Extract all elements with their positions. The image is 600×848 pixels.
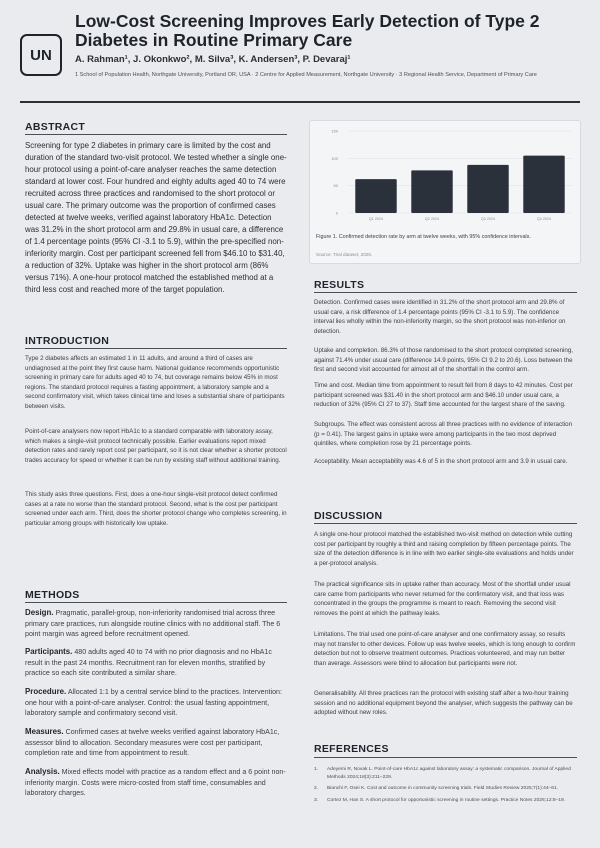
y-tick-label: 100 [331,155,338,161]
introduction-rule [25,348,287,349]
methods-procedure [25,687,287,719]
methods-rule [25,602,287,603]
figure-caption: Figure 1. Confirmed detection rate by arm at twelve weeks, with 95% confidence intervals. [316,234,531,240]
discussion-paragraph-1: A single one-hour protocol matched the established two-visit method on detection while cutting cost per participant by roughly a third and raising completion by fifteen percentage points. The size of the detection difference is in line with two earlier single-site evaluations and holds under a per-protocol analysis. [314,531,574,567]
figure-card [309,120,581,264]
reference-text: Adeyemi R, Novak L. Point-of-care HbA1c against laboratory assay: a systematic comparison. Journal of Applied Methods 2024;18(3):211–229. [327,767,571,780]
methods-design [25,608,287,640]
figure-source: Source: Trial dataset, 2026. [316,252,373,257]
reference-list [314,766,577,808]
bar [355,179,396,213]
x-tick-label: Q2 2024 [424,217,440,221]
methods-design-label: Design. [25,608,54,617]
reference-number: 2. [314,786,319,792]
y-tick-label: 0 [335,210,338,216]
header-divider [20,101,580,103]
institution-logo: UN [20,34,62,76]
reference-number: 3. [314,797,319,803]
author-list: A. Rahman¹, J. Okonkwo², M. Silva³, K. Andersen³, P. Devaraj¹ [75,54,351,65]
reference-number: 1. [314,767,319,772]
results-subgroups: Subgroups. The effect was consistent across all three practices with no evidence of interaction (p = 0.41). The largest gains in uptake were among participants in the two most deprived quintiles, where completion rose by 21 percentage points. [314,421,573,448]
discussion-paragraph-2: The practical significance sits in uptake rather than accuracy. Most of the shortfall under usual care came from participants who never returned for the confirmatory visit, and that loss was concentrated in the groups the programme is meant to reach. Removing the second visit removes the point at which the pathway leaks. [314,581,571,617]
methods-procedure-label: Procedure. [25,687,67,696]
y-tick-label: 50 [333,183,338,189]
results-acceptability: Acceptability. Mean acceptability was 4.6 of 5 in the short protocol arm and 3.9 in usual care. [314,458,568,465]
methods-participants-label: Participants. [25,647,73,656]
methods-measures-label: Measures. [25,727,64,736]
discussion-limitations: Limitations. The trial used one point-of-care analyser and one confirmatory assay, so results may not transfer to other devices. Follow up was twelve weeks, which is long enough to confirm detection but not to observe treatment outcomes. Practices volunteered, and may run better than average. Assessors were blind to allocation but participants were not. [314,631,576,667]
methods-participants [25,647,287,679]
reference-item [314,797,577,805]
detection-bar-chart [310,121,582,231]
abstract-text: Screening for type 2 diabetes in primary care is limited by the cost and duration of the standard two-visit protocol. We tested whether a single one-hour protocol using a point-of-care analyser reaches the same detection standard at lower cost. Four hundred and eighty adults aged 40 to 74 were recruited across three practices and randomised to the short protocol or usual care. The primary outcome was the proportion of confirmed cases detected at twelve weeks, verified against laboratory HbA1c. Detection was 31.2% in the short protocol arm and 29.8% in usual care, a difference of 1.4 percentage points (95% CI -3.1 to 5.9), within the pre-specified non-inferiority margin. Cost per participant screened fell from $46.10 to $31.40, a reduction of 32%. Uptake was higher in the short protocol arm (86% versus 71%). A one-hour protocol matched the established method at a third less cost and reached more of the target population. [25,141,287,294]
x-tick-label: Q1 2024 [368,217,384,221]
reference-text: Cortez M, Han S. A short protocol for opportunistic screening in routine settings. Practice Notes 2026;12:8–19. [327,797,566,803]
poster-title: Low-Cost Screening Improves Early Detection of Type 2 Diabetes in Routine Primary Care [75,11,540,50]
x-tick-label: Q4 2024 [536,217,552,221]
methods-analysis [25,767,287,799]
affiliations: 1 School of Population Health, Northgate University, Portland OR, USA · 2 Centre for Applied Measurement, Northgate University · 3 Regional Health Service, Department of Primary Care [75,72,537,78]
methods-analysis-text: Mixed effects model with practice as a random effect and a 6 point non-inferiority margin. Costs were micro-costed from staff time, consumables and laboratory charges. [25,768,286,798]
results-rule [314,292,577,293]
results-uptake: Uptake and completion. 86.3% of those randomised to the short protocol completed screening, against 71.4% under usual care (difference 14.9 points, 95% CI 9.2 to 20.6). Loss between the first and second visit accounted for almost all of the shortfall in the control arm. [314,347,573,374]
poster-header [0,0,600,108]
bar [467,165,508,213]
discussion-heading: DISCUSSION [314,510,383,522]
methods-design-text: Pragmatic, parallel-group, non-inferiority randomised trial across three primary care practices, run alongside routine clinics with no additional staff. The 6 point margin was agreed before recruitment opened. [25,609,281,639]
methods-participants-text: 480 adults aged 40 to 74 with no prior diagnosis and no HbA1c result in the past 24 months. Recruitment ran for eleven months, stratified by practice so each site contributed a similar share. [25,648,272,678]
reference-text: Bianchi F, Osei K. Cost and outcome in community screening trials. Field Studies Review 2025;7(1):44–61. [327,786,559,792]
bar [523,156,564,213]
references-heading: REFERENCES [314,743,389,755]
discussion-generalisability: Generalisability. All three practices ran the protocol with existing staff after a two-hour training session and no additional equipment beyond the analyser, which suggests the pathway can be adopted without new roles. [314,690,573,717]
intro-paragraph-3: This study asks three questions. First, does a one-hour single-visit protocol detect confirmed cases at a rate no worse than the standard protocol. Second, what is the cost per participant screened under each arm. Third, does the shorter protocol change who completes screening, in particular among groups with historically low uptake. [25,491,287,527]
reference-item [314,766,577,781]
y-tick-label: 150 [331,128,338,134]
methods-analysis-label: Analysis. [25,767,60,776]
references-rule [314,757,577,758]
methods-measures [25,727,287,759]
x-tick-label: Q3 2024 [480,217,496,221]
results-detection: Detection. Confirmed cases were identified in 31.2% of the short protocol arm and 29.8% of usual care, a risk difference of 1.4 percentage points (95% CI -3.1 to 5.9). The confidence interval lies wholly within the non-inferiority margin, so the short protocol was non-inferior on detection. [314,299,566,335]
abstract-rule [25,134,287,135]
introduction-heading: INTRODUCTION [25,335,110,347]
discussion-rule [314,523,577,524]
intro-paragraph-2: Point-of-care analysers now report HbA1c to a standard comparable with laboratory assay, which makes a single-visit protocol technically possible. Earlier evaluations report mixed detection rates and rarely report cost per participant, so it is not clear whether a shorter protocol trades accuracy for speed or whether it can be run by existing staff without additional training. [25,428,287,464]
methods-measures-text: Confirmed cases at twelve weeks verified against laboratory HbA1c, assessor blind to allocation. Secondary measures were cost per participant, completion rate and time from appointment to result. [25,728,280,758]
reference-item [314,785,577,793]
results-time-cost: Time and cost. Median time from appointment to result fell from 8 days to 42 minutes. Cost per participant screened was $31.40 in the short protocol arm and $46.10 under usual care, a reduction of 32% (95% CI 27 to 37). Staff time accounted for the largest share of the saving. [314,382,573,409]
abstract-heading: ABSTRACT [25,121,86,133]
methods-procedure-text: Allocated 1:1 by a central service blind to the practices. Intervention: one hour with a point-of-care analyser. Control: the usual fasting appointment, laboratory sample and confirmatory second visit. [25,688,282,718]
intro-paragraph-1: Type 2 diabetes affects an estimated 1 in 11 adults, and around a third of cases are undiagnosed at the point they first cause harm. National guidance recommends opportunistic screening in primary care for adults aged 40 to 74, but coverage remains below 45% in most regions. The standard protocol requires a fasting appointment, a laboratory sample and a second confirmatory visit, which takes clinical time and loses a substantial share of participants between visits. [25,355,285,410]
bar [411,170,452,213]
results-heading: RESULTS [314,279,365,291]
methods-heading: METHODS [25,589,80,601]
